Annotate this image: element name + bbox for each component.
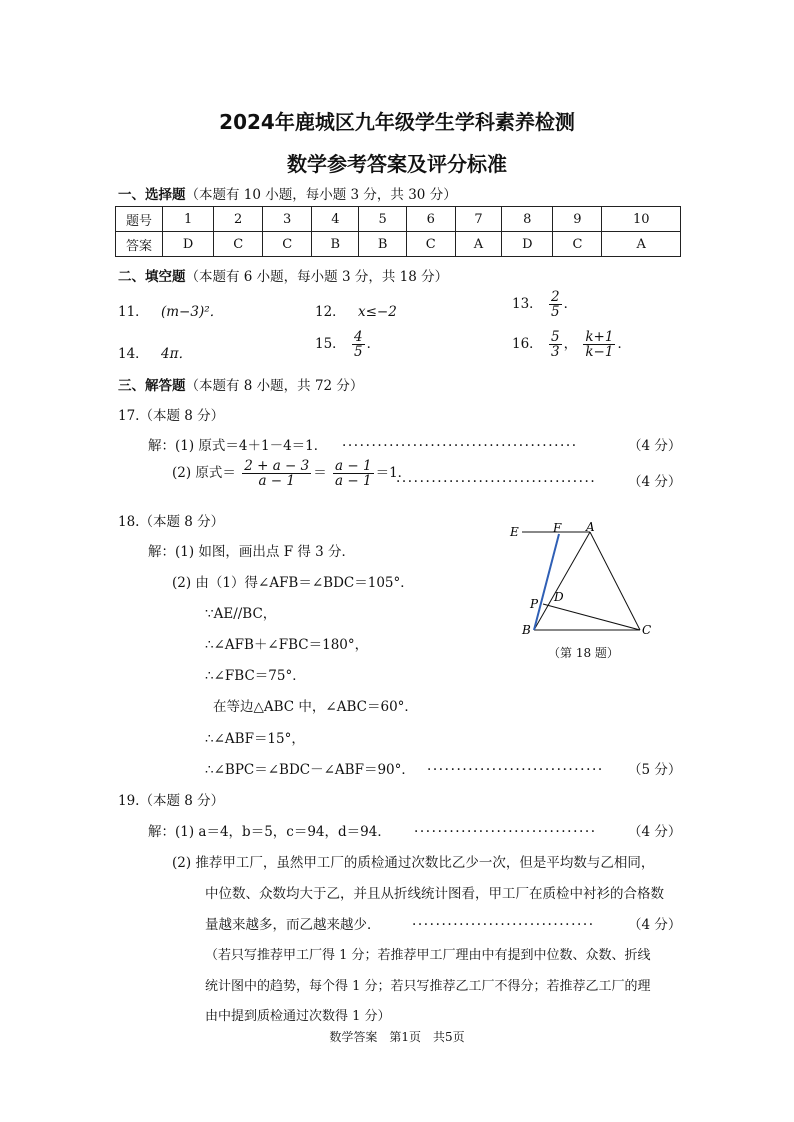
fill-answer: 4π． — [160, 346, 192, 362]
question-number: 15． — [315, 336, 346, 353]
page-subtitle: 数学参考答案及评分标准 — [287, 152, 507, 176]
q19-score1: （4 分） — [628, 824, 682, 840]
fraction — [583, 330, 615, 359]
point-label-A: A — [586, 520, 595, 534]
q17-line1: 解：(1) 原式＝4＋1－4＝1． — [148, 438, 328, 454]
q18-heading: 18.（本题 8 分） — [118, 514, 225, 530]
fill-q11 — [118, 300, 223, 320]
point-label-E: E — [510, 525, 519, 539]
point-label-B: B — [522, 623, 531, 637]
numerator: 5 — [550, 329, 560, 345]
q17-heading: 17.（本题 8 分） — [118, 408, 225, 424]
table-row-numbers — [116, 207, 681, 232]
leader-dots: ........................................ — [342, 434, 578, 450]
fill-answer: (m−3)²． — [160, 304, 224, 320]
section-solve-note: （本题有 8 小题，共 72 分） — [185, 378, 364, 394]
fill-q15 — [315, 330, 380, 359]
equals: ＝ — [313, 465, 327, 482]
q18-line8: ∴∠BPC＝∠BDC－∠ABF＝90°． — [205, 762, 415, 778]
fill-answer: x≤−2 — [357, 304, 397, 320]
table-cell: D — [163, 232, 214, 257]
table-cell: 8 — [502, 207, 553, 232]
question-number: 13． — [512, 296, 543, 313]
numerator: k+1 — [585, 329, 614, 345]
numerator: 4 — [353, 329, 363, 345]
table-row-label: 题号 — [116, 207, 163, 232]
section-fill-heading — [118, 265, 448, 285]
table-cell: C — [263, 232, 312, 257]
line-AC — [590, 532, 640, 630]
q19-note-line2: 统计图中的趋势，每个得 1 分；若只写推荐乙工厂不得分；若推荐乙工厂的理 — [205, 979, 651, 994]
q18-line2: (2) 由（1）得∠AFB＝∠BDC＝105°． — [172, 575, 414, 591]
line-AB — [534, 532, 590, 630]
fraction — [242, 459, 311, 488]
table-cell: B — [359, 232, 406, 257]
table-cell: 7 — [455, 207, 501, 232]
denominator: 5 — [353, 344, 363, 361]
question-number: 11． — [118, 304, 149, 320]
numerator: 2 — [550, 289, 560, 305]
q19-line2: (2) 推荐甲工厂，虽然甲工厂的质检通过次数比乙少一次，但是平均数与乙相同， — [172, 855, 655, 871]
table-cell: 6 — [406, 207, 455, 232]
comma: ， — [563, 336, 578, 353]
text: (2) 原式＝ — [172, 465, 236, 482]
choice-answer-table — [115, 206, 681, 257]
numerator: 2 + a − 3 — [244, 458, 310, 474]
period: ． — [366, 336, 381, 353]
table-cell: 10 — [602, 207, 681, 232]
q18-figure-caption: （第 18 题） — [548, 646, 619, 660]
table-cell: C — [553, 232, 602, 257]
q17-score2: （4 分） — [628, 474, 682, 490]
page-title: 2024年鹿城区九年级学生学科素养检测 — [219, 110, 575, 134]
table-cell: 4 — [312, 207, 359, 232]
table-cell: 2 — [214, 207, 263, 232]
q19-line4: 量越来越多，而乙越来越少． — [205, 917, 381, 933]
table-cell: 1 — [163, 207, 214, 232]
fill-q16 — [512, 330, 631, 359]
question-number: 14． — [118, 346, 149, 362]
denominator: k−1 — [585, 344, 614, 361]
fraction — [352, 330, 365, 359]
line-PC — [543, 604, 640, 630]
denominator: a − 1 — [258, 473, 295, 490]
section-choice-note: （本题有 10 小题，每小题 3 分，共 30 分） — [185, 187, 457, 203]
fill-q12 — [315, 300, 397, 320]
table-cell: 9 — [553, 207, 602, 232]
q18-score: （5 分） — [628, 762, 682, 778]
table-row-answers — [116, 232, 681, 257]
q19-line3: 中位数、众数均大于乙，并且从折线统计图看，甲工厂在质检中衬衫的合格数 — [205, 886, 664, 902]
question-number: 12． — [315, 304, 346, 320]
q18-line3: ∵AE//BC， — [205, 606, 277, 622]
q19-score2: （4 分） — [628, 917, 682, 933]
q18-line1: 解：(1) 如图，画出点 F 得 3 分． — [148, 544, 356, 560]
table-cell: A — [602, 232, 681, 257]
q19-heading: 19.（本题 8 分） — [118, 793, 225, 809]
q18-line5: ∴∠FBC＝75°． — [205, 668, 306, 684]
table-cell: 5 — [359, 207, 406, 232]
leader-dots: ............................... — [412, 913, 595, 929]
q18-line4: ∴∠AFB＋∠FBC＝180°， — [205, 637, 369, 653]
numerator: a − 1 — [335, 458, 372, 474]
table-cell: B — [312, 232, 359, 257]
point-label-C: C — [642, 623, 652, 637]
leader-dots: .................................. — [396, 470, 597, 486]
fraction — [549, 330, 562, 359]
section-solve-heading — [118, 374, 363, 394]
denominator: 5 — [550, 304, 560, 321]
table-row-label: 答案 — [116, 232, 163, 257]
text: ＝1． — [375, 465, 412, 482]
period: ． — [563, 296, 578, 313]
q17-line2 — [172, 459, 411, 488]
section-fill-note: （本题有 6 小题，每小题 3 分，共 18 分） — [185, 269, 449, 285]
table-cell: C — [406, 232, 455, 257]
table-cell: 3 — [263, 207, 312, 232]
fraction — [549, 290, 562, 319]
table-cell: D — [502, 232, 553, 257]
q18-line6: 在等边△ABC 中，∠ABC＝60°． — [213, 699, 418, 715]
section-solve-title: 三、解答题 — [118, 378, 186, 394]
q19-line1: 解：(1) a＝4，b＝5，c＝94，d＝94． — [148, 824, 391, 840]
q17-score1: （4 分） — [628, 438, 682, 454]
q19-note-line3: 由中提到质检通过次数得 1 分） — [205, 1009, 391, 1024]
section-choice-title: 一、选择题 — [118, 187, 186, 203]
table-cell: A — [455, 232, 501, 257]
fill-q13 — [512, 290, 577, 319]
point-label-D: D — [554, 590, 564, 604]
fraction — [333, 459, 374, 488]
point-label-P: P — [530, 597, 539, 611]
table-cell: C — [214, 232, 263, 257]
period: ． — [617, 336, 631, 353]
q18-line7: ∴∠ABF＝15°， — [205, 731, 305, 747]
q18-figure — [500, 520, 670, 640]
fill-q14 — [118, 342, 192, 362]
question-number: 16． — [512, 336, 543, 353]
section-choice-heading — [118, 183, 457, 203]
leader-dots: ............................... — [414, 820, 597, 836]
denominator: a − 1 — [335, 473, 372, 490]
leader-dots: .............................. — [427, 758, 604, 774]
point-label-F: F — [553, 521, 562, 535]
section-fill-title: 二、填空题 — [118, 269, 186, 285]
denominator: 3 — [550, 344, 560, 361]
q19-note-line1: （若只写推荐甲工厂得 1 分；若推荐甲工厂理由中有提到中位数、众数、折线 — [205, 948, 651, 963]
line-BF — [534, 534, 559, 630]
page-footer: 数学答案 第1页 共5页 — [329, 1030, 465, 1044]
